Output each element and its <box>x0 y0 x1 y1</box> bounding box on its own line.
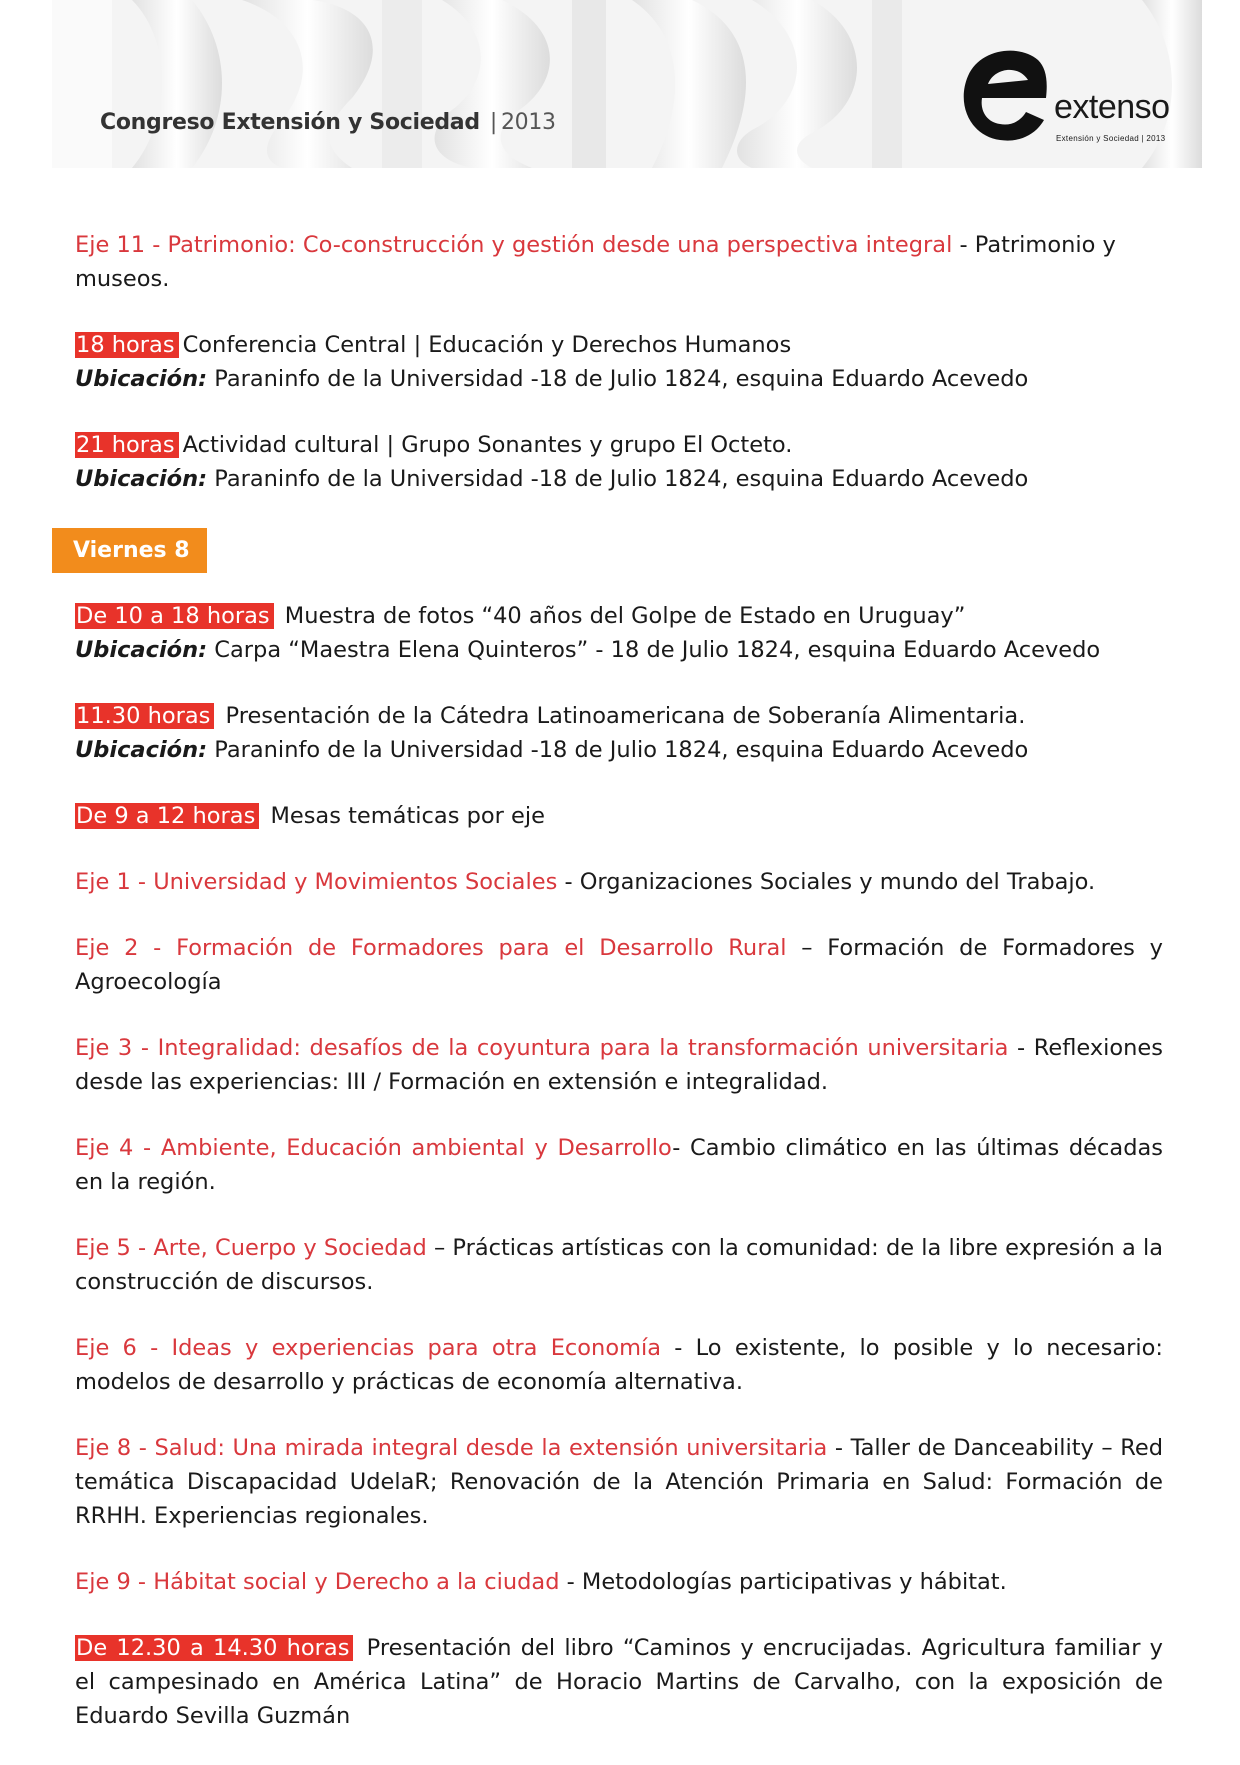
eje-item <box>75 1431 1163 1533</box>
time-badge: De 12.30 a 14.30 horas <box>75 1635 353 1661</box>
event-item <box>75 699 1163 767</box>
eje-label: Eje 3 - Integralidad: desafíos de la coyuntura para la transformación universitaria <box>75 1035 1009 1061</box>
header-banner <box>52 0 1202 168</box>
eje-label: Eje 9 - Hábitat social y Derecho a la ciudad <box>75 1569 560 1595</box>
eje-item <box>75 1131 1163 1199</box>
location-label: Ubicación: <box>75 737 208 763</box>
eje-description: – Formación de Formadores y Agroecología <box>75 935 1163 995</box>
eje-description: - Lo existente, lo posible y lo necesario: modelos de desarrollo y prácticas de economía alternativa. <box>75 1335 1163 1395</box>
eje-label: Eje 6 - Ideas y experiencias para otra Economía <box>75 1335 662 1361</box>
eje-label: Eje 11 - Patrimonio: Co-construcción y gestión desde una perspectiva integral <box>75 232 953 258</box>
event-item <box>75 328 1163 396</box>
time-badge: 21 horas <box>75 432 179 458</box>
time-badge: De 10 a 18 horas <box>75 603 274 629</box>
event-title: Actividad cultural | Grupo Sonantes y grupo El Octeto. <box>182 432 793 458</box>
eje-description: - Reflexiones desde las experiencias: III / Formación en extensión e integralidad. <box>75 1035 1163 1095</box>
eje-label: Eje 8 - Salud: Una mirada integral desde la extensión universitaria <box>75 1435 828 1461</box>
eje-label: Eje 5 - Arte, Cuerpo y Sociedad <box>75 1235 427 1261</box>
event-title: Conferencia Central | Educación y Derechos Humanos <box>182 332 792 358</box>
location-label: Ubicación: <box>75 366 208 392</box>
event-item <box>75 799 1163 833</box>
event-title: Presentación de la Cátedra Latinoamericana de Soberanía Alimentaria. <box>225 703 1026 729</box>
location-label: Ubicación: <box>75 637 208 663</box>
eje-description: - Cambio climático en las últimas décadas en la región. <box>75 1135 1163 1195</box>
eje-label: Eje 1 - Universidad y Movimientos Sociales <box>75 869 558 895</box>
location-label: Ubicación: <box>75 466 208 492</box>
eje-item <box>75 1231 1163 1299</box>
day-heading: Viernes 8 <box>52 528 207 573</box>
location-text: Paraninfo de la Universidad -18 de Julio 1824, esquina Eduardo Acevedo <box>207 466 1029 492</box>
time-badge: 11.30 horas <box>75 703 214 729</box>
conference-name: Congreso Extensión y Sociedad <box>100 110 480 135</box>
program-content <box>75 228 1163 1765</box>
event-item <box>75 599 1163 667</box>
event-item <box>75 1631 1163 1733</box>
event-title: Muestra de fotos “40 años del Golpe de Estado en Uruguay” <box>284 603 966 629</box>
location-text: Paraninfo de la Universidad -18 de Julio 1824, esquina Eduardo Acevedo <box>207 737 1029 763</box>
conference-year: 2013 <box>500 110 556 135</box>
eje-label: Eje 2 - Formación de Formadores para el Desarrollo Rural <box>75 935 787 961</box>
eje-item <box>75 931 1163 999</box>
eje-description: - Metodologías participativas y hábitat. <box>559 1569 1007 1595</box>
e-logo-icon <box>960 50 1052 150</box>
location-text: Carpa “Maestra Elena Quinteros” - 18 de Julio 1824, esquina Eduardo Acevedo <box>207 637 1101 663</box>
eje-item <box>75 1331 1163 1399</box>
time-badge: De 9 a 12 horas <box>75 803 259 829</box>
location-text: Paraninfo de la Universidad -18 de Julio 1824, esquina Eduardo Acevedo <box>207 366 1029 392</box>
eje-item <box>75 865 1163 899</box>
title-separator: | <box>489 110 497 135</box>
logo-subtitle: Extensión y Sociedad | 2013 <box>1056 134 1166 143</box>
eje-description: - Taller de Danceability – Red temática Discapacidad UdelaR; Renovación de la Atención Primaria en Salud: Formación de RRHH. Experiencias regionales. <box>75 1435 1163 1529</box>
event-title: Presentación del libro “Caminos y encrucijadas. Agricultura familiar y el campesinado en América Latina” de Horacio Martins de Carvalho, con la exposición de Eduardo Sevilla Guzmán <box>75 1635 1163 1729</box>
event-item <box>75 428 1163 496</box>
extenso-logo <box>960 50 1190 150</box>
eje-item <box>75 1031 1163 1099</box>
banner-title <box>100 110 556 135</box>
eje-description: – Prácticas artísticas con la comunidad: de la libre expresión a la construcción de discursos. <box>75 1235 1163 1295</box>
eje-label: Eje 4 - Ambiente, Educación ambiental y Desarrollo <box>75 1135 673 1161</box>
event-title: Mesas temáticas por eje <box>270 803 545 829</box>
logo-wordmark: extenso <box>1054 88 1170 126</box>
eje-11-item <box>75 228 1163 296</box>
eje-description: - Patrimonio y museos. <box>75 232 1116 292</box>
eje-item <box>75 1565 1163 1599</box>
time-badge: 18 horas <box>75 332 179 358</box>
eje-description: - Organizaciones Sociales y mundo del Trabajo. <box>557 869 1096 895</box>
